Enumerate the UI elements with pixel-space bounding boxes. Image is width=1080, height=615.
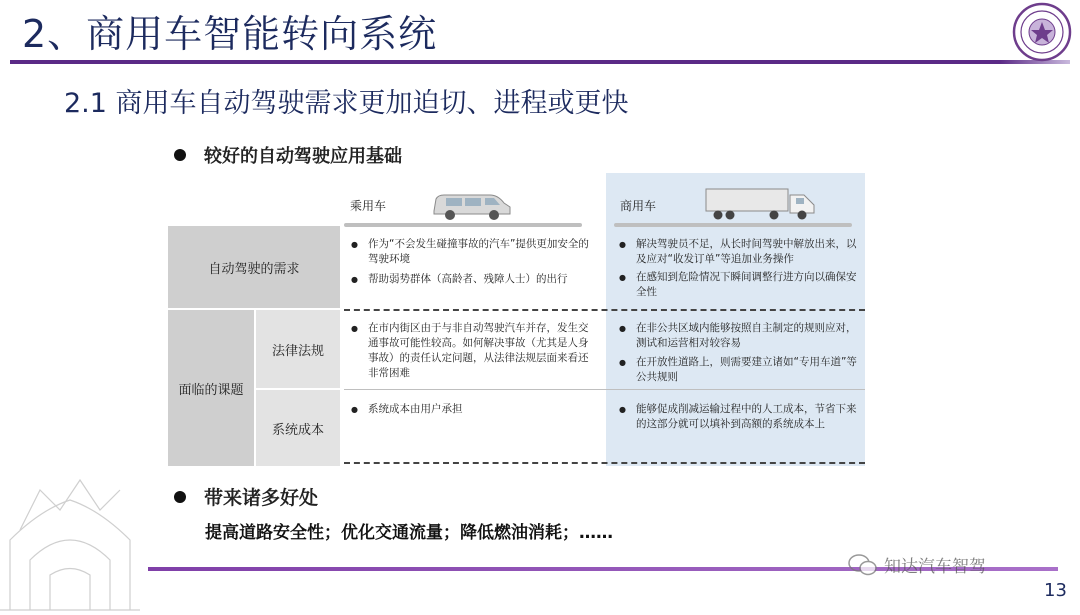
- benefits-text: 提高道路安全性；优化交通流量；降低燃油消耗；……: [205, 523, 613, 543]
- comparison-table: [168, 173, 865, 466]
- row-divider-need: [344, 309, 865, 311]
- bullet-icon: [174, 149, 186, 161]
- passenger-van-icon: [430, 187, 514, 223]
- page-title: 2、商用车智能转向系统: [22, 12, 438, 56]
- list-item: ● 在感知到危险情况下瞬间调整行进方向以确保安全性: [616, 270, 862, 300]
- wechat-icon: [848, 553, 878, 577]
- row-divider-bottom: [344, 462, 865, 464]
- watermark-text: 知达汽车智驾: [884, 557, 986, 577]
- list-item: ● 作为“不会发生碰撞事故的汽车”提供更加安全的驾驶环境: [348, 237, 598, 267]
- column-header-passenger: 乘用车: [350, 199, 387, 213]
- list-item: ● 能够促成削减运输过程中的人工成本，节省下来的这部分就可以填补到高额的系统成本上: [616, 402, 862, 432]
- row-header-cost: 系统成本: [256, 390, 340, 466]
- passenger-header-bar: [344, 223, 582, 227]
- column-header-commercial: 商用车: [620, 199, 657, 213]
- subtitle: 2.1 商用车自动驾驶需求更加迫切、进程或更快: [64, 88, 629, 119]
- bullet-icon: [174, 491, 186, 503]
- page-number: 13: [1044, 580, 1067, 601]
- section-heading-benefits: [174, 483, 318, 510]
- row-header-need: 自动驾驶的需求: [168, 226, 340, 308]
- row-header-challenges: 面临的课题: [168, 310, 254, 466]
- campus-gate-watermark-icon: [0, 470, 140, 615]
- watermark: [848, 552, 986, 577]
- title-underline: [10, 60, 1010, 64]
- section-heading-label: 带来诸多好处: [204, 487, 319, 509]
- list-item: ● 帮助弱势群体（高龄者、残障人士）的出行: [348, 272, 598, 287]
- list-item: ● 在非公共区域内能够按照自主制定的规则应对，测试和运营相对较容易: [616, 321, 862, 351]
- row-header-law: 法律法规: [256, 310, 340, 388]
- list-item: ● 在开放性道路上，则需要建立诸如“专用车道”等公共规则: [616, 355, 862, 385]
- row-divider-law: [344, 389, 865, 390]
- list-item: ● 系统成本由用户承担: [348, 402, 598, 417]
- list-item: ● 解决驾驶员不足，从长时间驾驶中解放出来，以及应对“收发订单”等追加业务操作: [616, 237, 862, 267]
- commercial-header-bar: [614, 223, 852, 227]
- list-item: ● 在市内街区由于与非自动驾驶汽车并存，发生交通事故可能性较高。如何解决事故（尤其是人身事故）的责任认定问题，从法律法规层面来看还非常困难: [348, 321, 598, 381]
- truck-icon: [704, 185, 818, 223]
- university-seal-icon: [1012, 2, 1072, 62]
- section-heading-label: 较好的自动驾驶应用基础: [204, 146, 402, 167]
- section-heading-foundation: [174, 142, 402, 168]
